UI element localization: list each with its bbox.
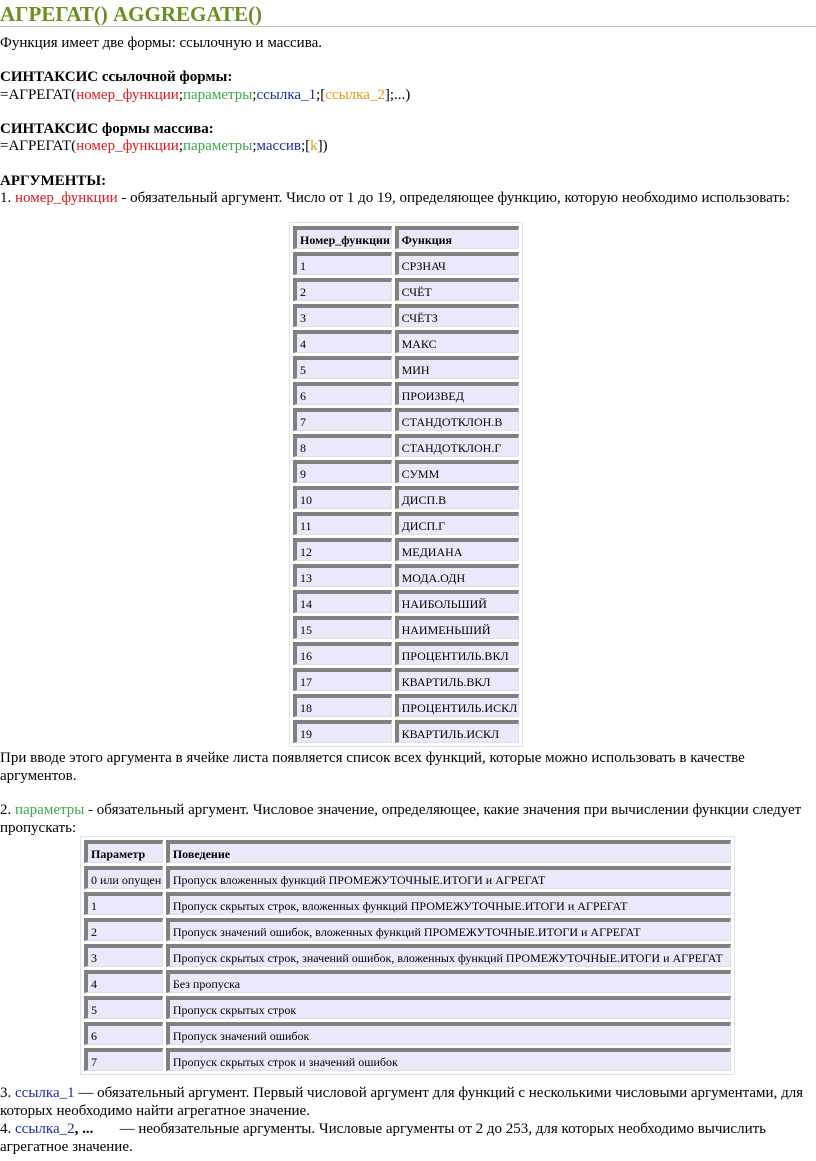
table-cell: СЧЁТЗ xyxy=(395,304,519,327)
table-cell: КВАРТИЛЬ.ИСКЛ xyxy=(395,720,519,743)
page-title: АГРЕГАТ() AGGREGATE() xyxy=(0,2,816,27)
arg-number: 3. xyxy=(0,1085,15,1101)
table-cell: 3 xyxy=(84,944,163,967)
table-cell: МАКС xyxy=(395,330,519,353)
table-row xyxy=(293,564,519,587)
table-cell: Пропуск скрытых строк и значений ошибок xyxy=(166,1048,731,1071)
table-cell: 16 xyxy=(293,642,392,665)
syntax-sep: ; xyxy=(178,138,183,154)
after-table-text-line2: аргументов. xyxy=(0,768,77,784)
arg-params: параметры xyxy=(183,87,253,103)
table-header-row xyxy=(84,840,731,863)
intro-text: Функция имеет две формы: ссылочную и массива. xyxy=(0,35,323,51)
syntax-suffix: ]) xyxy=(317,138,328,154)
table-cell: Пропуск значений ошибок xyxy=(166,1022,731,1045)
table-cell: СЧЁТ xyxy=(395,278,519,301)
table-cell: Пропуск скрытых строк xyxy=(166,996,731,1019)
arg-k: k xyxy=(310,138,318,154)
table-cell: 17 xyxy=(293,668,392,691)
table-row xyxy=(293,590,519,613)
arg-ref1: ссылка_1 xyxy=(256,87,317,103)
args-heading: АРГУМЕНТЫ: xyxy=(0,173,107,189)
table-cell: Пропуск скрытых строк, вложенных функций ПРОМЕЖУТОЧНЫЕ.ИТОГИ и АГРЕГАТ xyxy=(166,892,731,915)
arg-number: 4. xyxy=(0,1121,15,1137)
arg-text: — необязательные аргументы. Числовые аргументы от 2 до 253, для которых необходимо вычислить xyxy=(93,1121,766,1137)
arg-name: ссылка_1 xyxy=(15,1085,75,1101)
table-cell: МОДА.ОДН xyxy=(395,564,519,587)
table-row xyxy=(84,1022,731,1045)
table-row xyxy=(293,668,519,691)
array-form-heading: СИНТАКСИС формы массива: xyxy=(0,121,214,137)
function-table xyxy=(289,222,523,747)
table-cell: 14 xyxy=(293,590,392,613)
table-cell: 6 xyxy=(293,382,392,405)
table-cell: СТАНДОТКЛОН.Г xyxy=(395,434,519,457)
table-cell: 11 xyxy=(293,512,392,535)
table-cell: 2 xyxy=(293,278,392,301)
arg1-description xyxy=(0,189,790,207)
arg4-description-line2: агрегатное значение. xyxy=(0,1139,133,1155)
table-header-cell: Поведение xyxy=(166,840,731,863)
table-header-cell: Параметр xyxy=(84,840,163,863)
table-cell: 19 xyxy=(293,720,392,743)
table-cell: 7 xyxy=(84,1048,163,1071)
table-cell: СРЗНАЧ xyxy=(395,252,519,275)
arg-number: 2. xyxy=(0,802,15,818)
table-row xyxy=(84,996,731,1019)
table-row xyxy=(293,434,519,457)
table-cell: 7 xyxy=(293,408,392,431)
arg-ref2: ссылка_2 xyxy=(325,87,385,103)
arg-text: - обязательный аргумент. Числовое значение, определяющее, какие значения при вычислении функции следует xyxy=(84,802,802,818)
table-row xyxy=(293,694,519,717)
table-header-row xyxy=(293,226,519,249)
table-cell: НАИМЕНЬШИЙ xyxy=(395,616,519,639)
arg3-description-line2: которых необходимо найти агрегатное значение. xyxy=(0,1103,310,1119)
table-cell: 2 xyxy=(84,918,163,941)
syntax-sep: ;[ xyxy=(316,87,326,103)
table-row xyxy=(293,252,519,275)
table-header-cell: Номер_функции xyxy=(293,226,392,249)
table-cell: 12 xyxy=(293,538,392,561)
arg-array: массив xyxy=(256,138,301,154)
table-row xyxy=(293,538,519,561)
arg-text: - обязательный аргумент. Число от 1 до 19, определяющее функцию, которую необходимо использовать: xyxy=(117,190,790,206)
table-row xyxy=(84,918,731,941)
arg-dots: , ... xyxy=(74,1121,94,1137)
table-cell: СУММ xyxy=(395,460,519,483)
table-cell: 13 xyxy=(293,564,392,587)
table-row xyxy=(293,460,519,483)
after-table-text-line1: При вводе этого аргумента в ячейке листа появляется список всех функций, которые можно использовать в качестве xyxy=(0,750,745,766)
arg3-description xyxy=(0,1084,803,1102)
table-row xyxy=(84,970,731,993)
arg4-description xyxy=(0,1120,766,1138)
table-row xyxy=(293,512,519,535)
table-cell: 6 xyxy=(84,1022,163,1045)
arg-number: 1. xyxy=(0,190,15,206)
table-cell: Без пропуска xyxy=(166,970,731,993)
table-row xyxy=(293,356,519,379)
table-cell: 9 xyxy=(293,460,392,483)
table-cell: 5 xyxy=(84,996,163,1019)
arg-func-num: номер_функции xyxy=(76,87,179,103)
table-row xyxy=(293,278,519,301)
table-row xyxy=(293,382,519,405)
table-cell: МИН xyxy=(395,356,519,379)
arg-name: ссылка_2 xyxy=(15,1121,75,1137)
table-cell: Пропуск значений ошибок, вложенных функций ПРОМЕЖУТОЧНЫЕ.ИТОГИ и АГРЕГАТ xyxy=(166,918,731,941)
table-row xyxy=(293,642,519,665)
table-cell: 8 xyxy=(293,434,392,457)
arg-params: параметры xyxy=(183,138,253,154)
table-cell: ПРОЦЕНТИЛЬ.ВКЛ xyxy=(395,642,519,665)
table-row xyxy=(293,408,519,431)
ref-form-heading: СИНТАКСИС ссылочной формы: xyxy=(0,69,233,85)
parameter-table xyxy=(80,836,735,1075)
table-header-cell: Функция xyxy=(395,226,519,249)
table-cell: 1 xyxy=(84,892,163,915)
arg2-description xyxy=(0,801,801,819)
arg-func-num: номер_функции xyxy=(76,138,179,154)
table-row xyxy=(84,866,731,889)
ref-form-syntax xyxy=(0,86,410,104)
syntax-sep: ;[ xyxy=(300,138,311,154)
table-row xyxy=(84,944,731,967)
table-cell: 0 или опущен xyxy=(84,866,163,889)
table-row xyxy=(84,1048,731,1071)
table-row xyxy=(293,616,519,639)
table-row xyxy=(293,330,519,353)
table-row xyxy=(293,486,519,509)
table-cell: 5 xyxy=(293,356,392,379)
arg2-description-line2: пропускать: xyxy=(0,820,77,836)
table-cell: 10 xyxy=(293,486,392,509)
table-cell: КВАРТИЛЬ.ВКЛ xyxy=(395,668,519,691)
arg-name: номер_функции xyxy=(15,190,118,206)
table-row xyxy=(293,304,519,327)
table-cell: СТАНДОТКЛОН.В xyxy=(395,408,519,431)
table-cell: 4 xyxy=(293,330,392,353)
syntax-prefix: =АГРЕГАТ( xyxy=(0,87,77,103)
table-cell: 18 xyxy=(293,694,392,717)
table-cell: 1 xyxy=(293,252,392,275)
table-row xyxy=(293,720,519,743)
table-cell: ПРОИЗВЕД xyxy=(395,382,519,405)
table-cell: ПРОЦЕНТИЛЬ.ИСКЛ xyxy=(395,694,519,717)
table-row xyxy=(84,892,731,915)
syntax-suffix: ];...) xyxy=(384,87,411,103)
table-cell: Пропуск вложенных функций ПРОМЕЖУТОЧНЫЕ.ИТОГИ и АГРЕГАТ xyxy=(166,866,731,889)
array-form-syntax xyxy=(0,137,328,155)
table-cell: ДИСП.Г xyxy=(395,512,519,535)
table-cell: ДИСП.В xyxy=(395,486,519,509)
table-cell: 4 xyxy=(84,970,163,993)
table-cell: 15 xyxy=(293,616,392,639)
table-cell: 3 xyxy=(293,304,392,327)
syntax-prefix: =АГРЕГАТ( xyxy=(0,138,77,154)
syntax-sep: ; xyxy=(252,87,257,103)
arg-text: — обязательный аргумент. Первый числовой аргумент для функций с несколькими числовыми аргументами, для xyxy=(74,1085,804,1101)
table-cell: НАИБОЛЬШИЙ xyxy=(395,590,519,613)
arg-name: параметры xyxy=(15,802,85,818)
syntax-sep: ; xyxy=(252,138,257,154)
table-cell: МЕДИАНА xyxy=(395,538,519,561)
syntax-sep: ; xyxy=(178,87,183,103)
table-cell: Пропуск скрытых строк, значений ошибок, вложенных функций ПРОМЕЖУТОЧНЫЕ.ИТОГИ и АГРЕГАТ xyxy=(166,944,731,967)
